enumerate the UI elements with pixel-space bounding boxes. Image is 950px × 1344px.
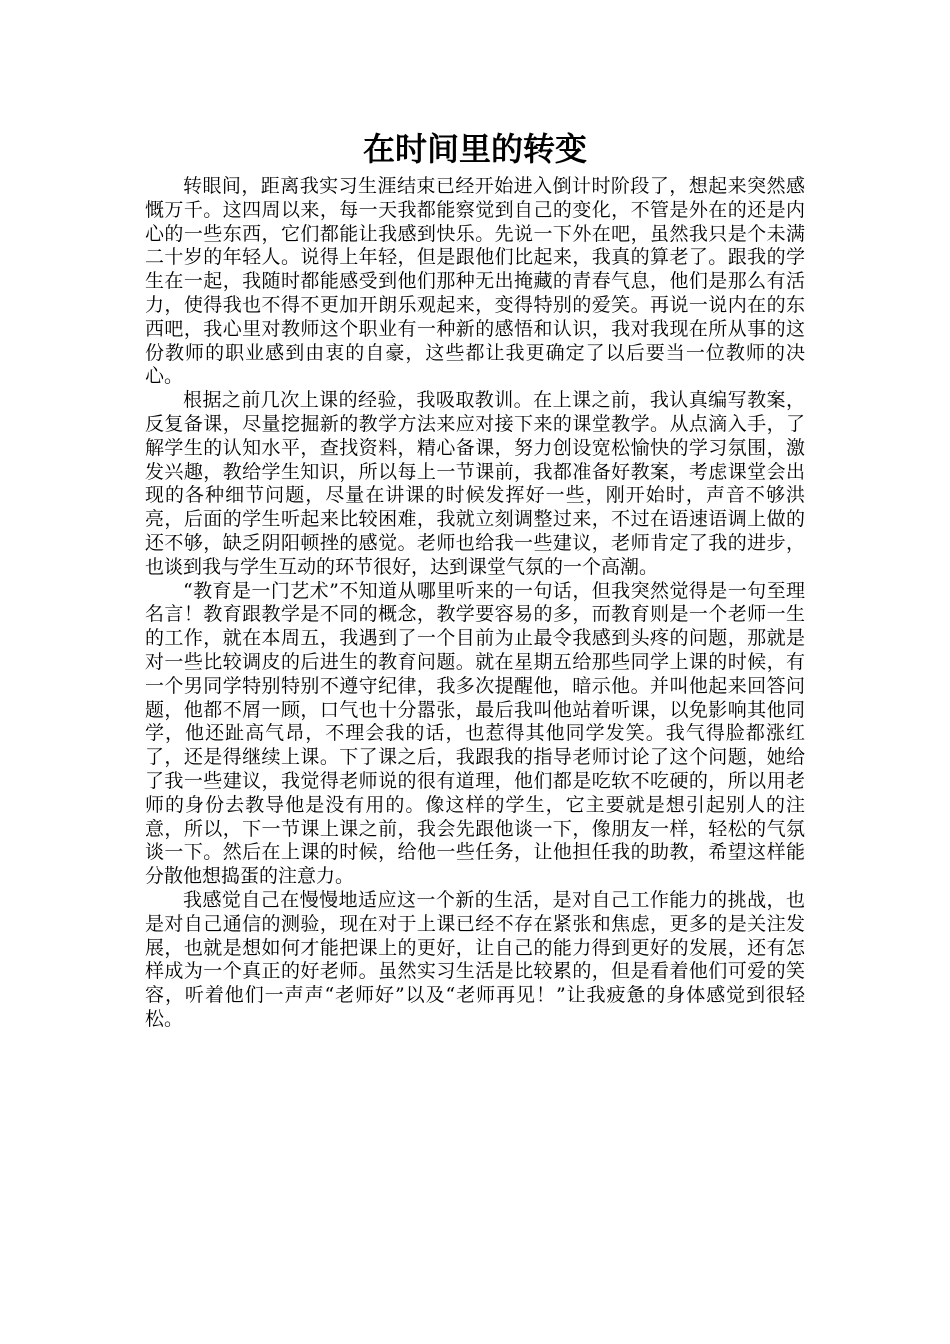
document-body [145,175,805,1032]
paragraph-3: “教育是一门艺术”不知道从哪里听来的一句话，但我突然觉得是一句至理名言！教育跟教学是不同的概念，教学要容易的多，而教育则是一个老师一生的工作，就在本周五，我遇到了一个目前为止最令我感到头疼的问题，那就是对一些比较调皮的后进生的教育问题。就在星期五给那些同学上课的时候，有一个男同学特别特别不遵守纪律，我多次提醒他，暗示他。并叫他起来回答问题，他都不屑一顾，口气也十分嚣张，最后我叫他站着听课，以免影响其他同学，他还趾高气昂，不理会我的话，也惹得其他同学发笑。我气得脸都涨红了，还是得继续上课。下了课之后，我跟我的指导老师讨论了这个问题，她给了我一些建议，我觉得老师说的很有道理，他们都是吃软不吃硬的，所以用老师的身份去教导他是没有用的。像这样的学生，它主要就是想引起别人的注意，所以，下一节课上课之前，我会先跟他谈一下，像朋友一样，轻松的气氛谈一下。然后在上课的时候，给他一些任务，让他担任我的助教，希望这样能分散他想捣蛋的注意力。 [145,579,805,888]
paragraph-2: 根据之前几次上课的经验，我吸取教训。在上课之前，我认真编写教案，反复备课，尽量挖掘新的教学方法来应对接下来的课堂教学。从点滴入手，了解学生的认知水平，查找资料，精心备课，努力创设宽松愉快的学习氛围，激发兴趣，教给学生知识，所以每上一节课前，我都准备好教案，考虑课堂会出现的各种细节问题，尽量在讲课的时候发挥好一些，刚开始时，声音不够洪亮，后面的学生听起来比较困难，我就立刻调整过来，不过在语速语调上做的还不够，缺乏阴阳顿挫的感觉。老师也给我一些建议，老师肯定了我的进步，也谈到我与学生互动的环节很好，达到课堂气氛的一个高潮。 [145,389,805,578]
paragraph-1: 转眼间，距离我实习生涯结束已经开始进入倒计时阶段了，想起来突然感慨万千。这四周以来，每一天我都能察觉到自己的变化，不管是外在的还是内心的一些东西，它们都能让我感到快乐。先说一下外在吧，虽然我只是个未满二十岁的年轻人。说得上年轻，但是跟他们比起来，我真的算老了。跟我的学生在一起，我随时都能感受到他们那种无出掩藏的青春气息，他们是那么有活力，使得我也不得不更加开朗乐观起来，变得特别的爱笑。再说一说内在的东西吧，我心里对教师这个职业有一种新的感悟和认识，我对我现在所从事的这份教师的职业感到由衷的自豪，这些都让我更确定了以后要当一位教师的决心。 [145,175,805,388]
paragraph-4: 我感觉自己在慢慢地适应这一个新的生活，是对自己工作能力的挑战，也是对自己通信的测验，现在对于上课已经不存在紧张和焦虑，更多的是关注发展，也就是想如何才能把课上的更好，让自己的能力得到更好的发展，还有怎样成为一个真正的好老师。虽然实习生活是比较累的，但是看着他们可爱的笑容，听着他们一声声“老师好”以及“老师再见！”让我疲惫的身体感觉到很轻松。 [145,888,805,1030]
document-title: 在时间里的转变 [362,130,587,168]
